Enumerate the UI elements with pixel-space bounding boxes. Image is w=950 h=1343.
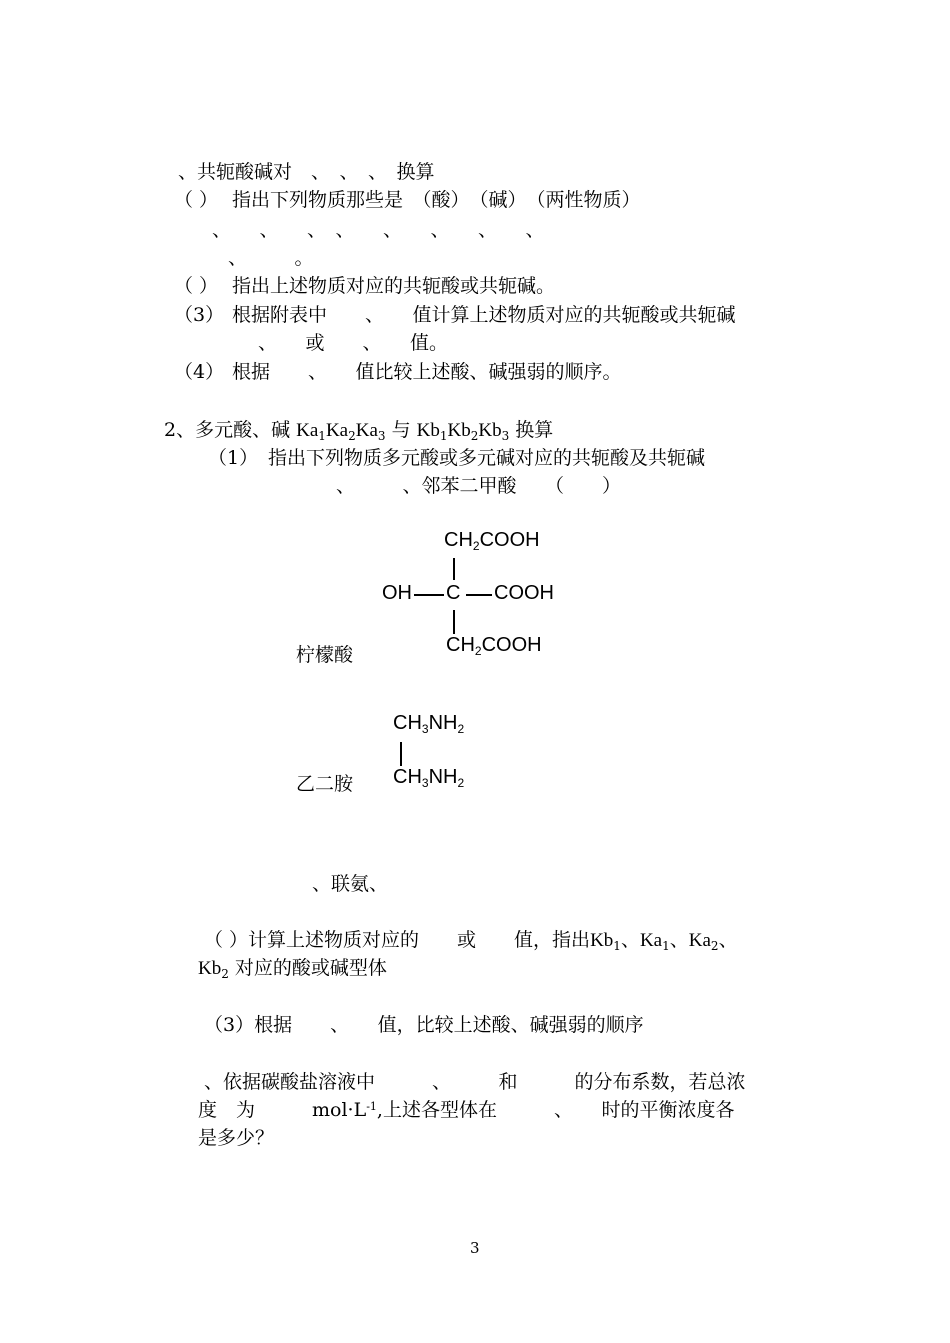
page-number: 3 <box>470 1239 480 1257</box>
ethylenediamine-name: 乙二胺 <box>296 773 354 795</box>
section3-line1: 、依据碳酸盐溶液中 、 和 的分布系数，若总浓 <box>204 1071 746 1093</box>
citric-bond-bottom <box>453 610 455 634</box>
section1-item4-text: 根据 、 值比较上述酸、碱强弱的顺序。 <box>232 361 622 383</box>
section2-item2-cont: $Kb_2$ 对应的酸或碱型体 <box>198 957 387 981</box>
section2-heading-suffix: 换算 <box>509 419 554 441</box>
section2-item1-text: 指出下列物质多元酸或多元碱对应的共轭酸及共轭碱 <box>268 447 706 469</box>
section1-heading: 、共轭酸碱对 、 、 、 换算 <box>178 161 435 183</box>
citric-oh: OH <box>382 582 412 604</box>
section2-extra-line: 、联氨、 <box>312 873 389 895</box>
section1-item3-cont: 、 或 、 值。 <box>258 332 449 354</box>
kb1-sub: 1 <box>439 429 448 443</box>
citric-bond-right <box>466 594 492 596</box>
section2-item3 <box>204 1013 644 1037</box>
citric-bond-top <box>453 558 455 580</box>
ka2-sub: 2 <box>348 429 356 443</box>
section1-item3-label: （3） <box>174 304 225 326</box>
section1-item1-blank-line2: 、 。 <box>228 247 314 269</box>
section1-item2-label: （ ） <box>174 275 219 297</box>
section3-line2: 度 为 $mol\cdot L^{-1}$,上述各型体在 、 时的平衡浓度各 <box>198 1099 735 1121</box>
ka-symbol: Ka <box>355 420 378 441</box>
section2-item1-label: （1） <box>208 447 259 469</box>
section1-item1-text: 指出下列物质那些是 （酸） （碱） （两性物质） <box>232 189 641 211</box>
section3-line3: 是多少？ <box>198 1127 275 1149</box>
section2-item2-label: （ ） <box>204 929 249 951</box>
citric-top-group: $CH_2COOH$ <box>444 529 540 553</box>
citric-acid-name: 柠檬酸 <box>296 644 354 666</box>
citric-carbon: C <box>446 582 461 604</box>
ethylenediamine-bond <box>400 742 402 766</box>
kb-symbol: Kb <box>416 420 440 441</box>
section2-item3-text: 根据 、 值，比较上述酸、碱强弱的顺序 <box>254 1014 644 1036</box>
section1-item3-text: 根据附表中 、 值计算上述物质对应的共轭酸或共轭碱 <box>232 304 736 326</box>
citric-bond-left <box>414 594 444 596</box>
section2-item2-text: 计算上述物质对应的 或 值，指出 <box>248 929 591 951</box>
kb-symbol: Kb <box>447 420 471 441</box>
section2-heading-prefix: 2、多元酸、碱 <box>164 419 297 441</box>
section2-item2: （ ）计算上述物质对应的 或 值，指出$Kb_1$、$Ka_1$、$Ka_2$、 <box>204 929 738 953</box>
citric-bottom-group: $CH_2COOH$ <box>446 634 542 658</box>
section1-item1-label: （ ） <box>174 189 219 211</box>
ka1-sub: 1 <box>318 429 326 443</box>
section2-heading-mid: 与 <box>385 419 417 441</box>
ka3-sub: 3 <box>377 429 386 443</box>
section2-heading <box>164 418 553 443</box>
ka-symbol: Ka <box>296 420 319 441</box>
kb3-sub: 3 <box>501 429 510 443</box>
citric-right-group: COOH <box>494 582 554 604</box>
section1-item2-text: 指出上述物质对应的共轭酸或共轭碱。 <box>232 275 556 297</box>
ethylenediamine-bottom: $CH_3NH_2$ <box>393 766 465 790</box>
ka-symbol: Ka <box>325 420 349 441</box>
section1-item4-label: （4） <box>174 361 225 383</box>
kb-symbol: Kb <box>478 420 502 441</box>
ethylenediamine-top: $CH_3NH_2$ <box>393 712 465 736</box>
section2-item1-cont: 、 、邻苯二甲酸 （ ） <box>336 475 622 497</box>
section1-item1-blank-line: 、 、 、 、 、 、 、 、 <box>212 219 545 241</box>
kb2-sub: 2 <box>470 429 479 443</box>
section2-item3-label: （3） <box>204 1014 255 1036</box>
